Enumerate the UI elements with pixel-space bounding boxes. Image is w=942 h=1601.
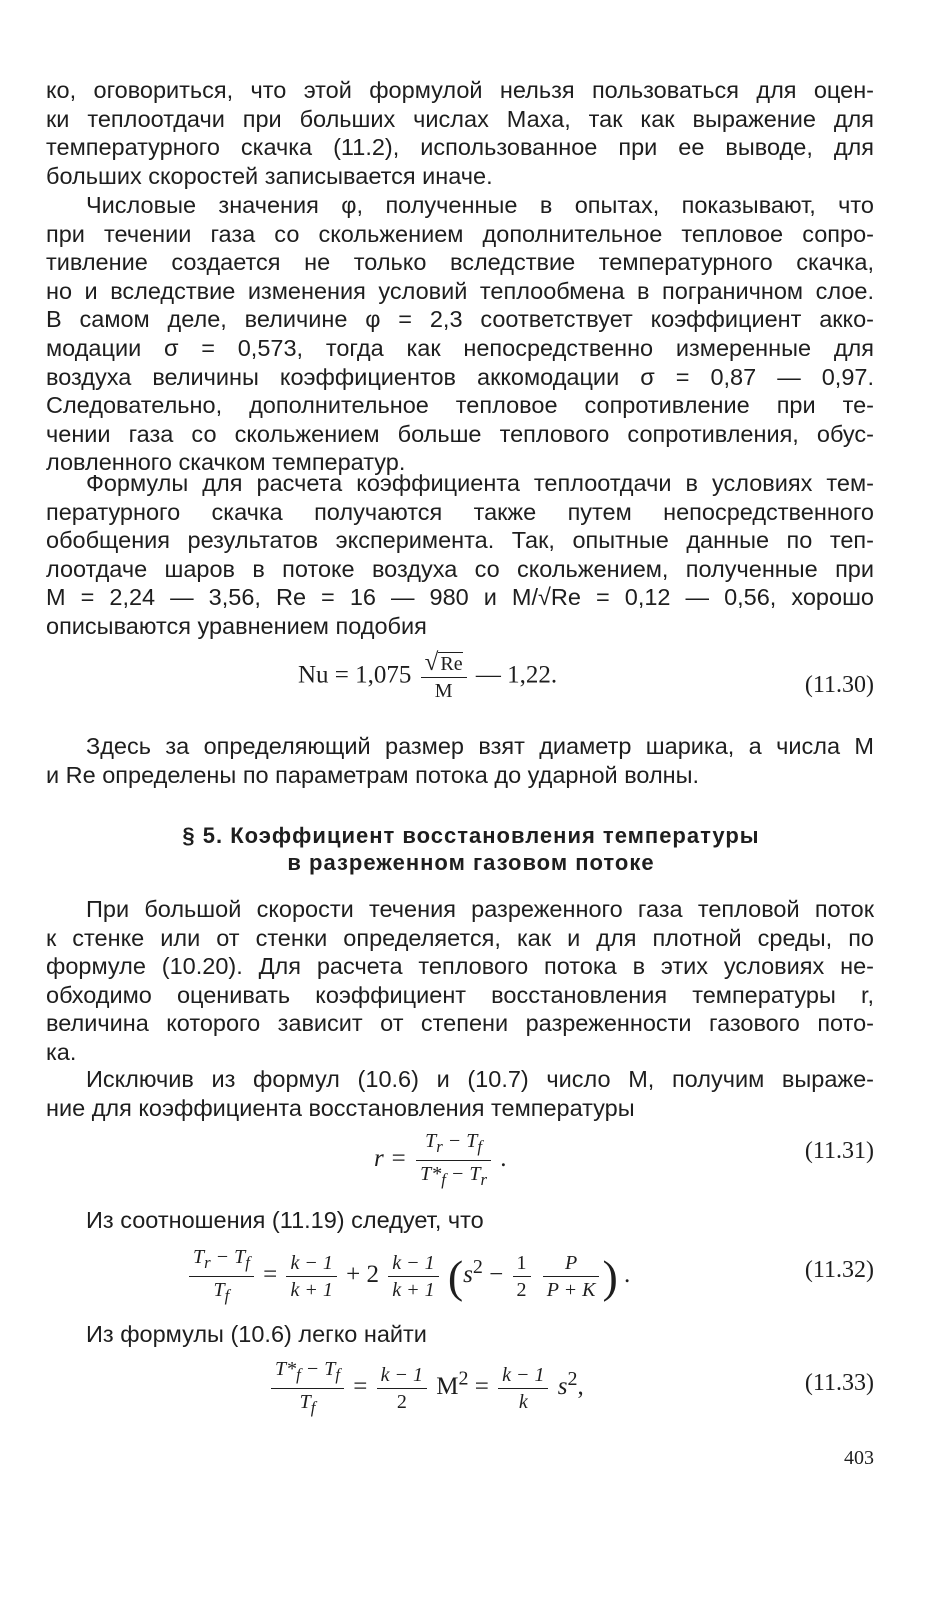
fraction-k: $\frac{k - 1}{k + 1}$ <box>388 1250 438 1303</box>
equation-11-31 <box>374 1128 506 1193</box>
equation-fraction <box>421 650 467 704</box>
text-line: но и вследствие изменения условий теплообмена в пограничном слое. <box>46 277 874 304</box>
fraction-k: $\frac{k - 1}{k + 1}$ <box>286 1250 336 1303</box>
fraction-denominator: $T*_f - T_r$ <box>420 1163 487 1189</box>
text-line: При большой скорости течения разреженного газа тепловой поток <box>86 896 874 922</box>
text-line: Следовательно, дополнительное тепловое сопротивление при те- <box>46 392 874 419</box>
equation-number: (11.31) <box>804 1138 874 1164</box>
paragraph-5 <box>46 895 874 1067</box>
equation-11-30 <box>298 650 557 704</box>
text-line: Здесь за определяющий размер взят диаметр шарика, а числа M <box>86 733 874 759</box>
text-line: M = 2,24 — 3,56, Re = 16 — 980 и M/√Re = 0,12 — 0,56, хорошо <box>46 584 874 611</box>
fraction-half: $\frac{1}{2}$ <box>513 1250 531 1303</box>
fraction-lhs: $\frac{T*_f - T_f}{T_f}$ <box>271 1356 344 1421</box>
paragraph-4 <box>46 732 874 789</box>
text-line: формуле (10.20). Для расчета теплового потока в этих условиях не- <box>46 953 874 980</box>
text-line: В самом деле, величине φ = 2,3 соответствует коэффициент акко- <box>46 306 874 333</box>
text-line: воздуха величины коэффициентов аккомодации σ = 0,87 — 0,97. <box>46 363 874 390</box>
text-line: ние для коэффициента восстановления температуры <box>46 1094 635 1121</box>
text-line: ки теплоотдачи при больших числах Маха, так как выражение для <box>46 105 874 132</box>
text-line: пературного скачка получаются также путем непосредственного <box>46 498 874 525</box>
fraction-denominator: M <box>434 680 453 702</box>
text-line: чении газа со скольжением больше теплового сопротивления, обус- <box>46 420 874 447</box>
text-line: Формулы для расчета коэффициента теплоотдачи в условиях тем- <box>86 470 874 496</box>
heading-line: § 5. Коэффициент восстановления температуры <box>182 823 760 848</box>
text-line: Из формулы (10.6) легко найти <box>86 1321 427 1347</box>
equation-11-33: $\frac{T*_f - T_f}{T_f}$ = $\frac{k - 1}{2}$ $M^2$ = $\frac{k - 1}{k}$ $s^2$, <box>268 1356 584 1421</box>
heading-line: в разреженном газовом потоке <box>287 850 655 875</box>
equation-rhs: — 1,22. <box>475 661 558 689</box>
equation-number: (11.33) <box>804 1370 874 1396</box>
equation-tail: . <box>500 1145 507 1173</box>
text-line: модации σ = 0,573, тогда как непосредственно измеренные для <box>46 334 874 361</box>
text-line: при течении газа со скольжением дополнительное тепловое сопро- <box>46 220 874 247</box>
text-line: ловленного скачком температур. <box>46 449 406 476</box>
paragraph-3 <box>46 469 874 641</box>
fraction-numerator: $T_r - T_f$ <box>416 1128 491 1161</box>
text-line: Исключив из формул (10.6) и (10.7) число M, получим выраже- <box>86 1066 874 1092</box>
equation-fraction <box>416 1128 491 1193</box>
text-line: тивление создается не только вследствие температурного скачка, <box>46 249 874 276</box>
text-line: Числовые значения φ, полученные в опытах, показывают, что <box>86 192 874 218</box>
paragraph-7 <box>46 1206 874 1235</box>
text-line: Из соотношения (11.19) следует, что <box>86 1207 484 1233</box>
sqrt-argument: Re <box>440 653 463 675</box>
equation-lhs: Nu = 1,075 <box>298 661 412 689</box>
fraction-k-half: $\frac{k - 1}{2}$ <box>377 1362 427 1415</box>
text-line: и Re определены по параметрам потока до ударной волны. <box>46 761 700 788</box>
paragraph-6 <box>46 1065 874 1122</box>
text-line: величина которого зависит от степени разреженности газового пото- <box>46 1010 874 1037</box>
text-line: описываются уравнением подобия <box>46 612 427 639</box>
text-line: температурного скачка (11.2), использованное при ее выводе, для <box>46 134 874 161</box>
fraction-lhs: $\frac{T_r - T_f}{T_f}$ <box>189 1244 254 1309</box>
page-number: 403 <box>844 1447 874 1469</box>
equation-lhs: r = <box>374 1145 407 1173</box>
equation-11-32: $\frac{T_r - T_f}{T_f}$ = $\frac{k - 1}{k + 1}$ + 2 $\frac{k - 1}{k + 1}$ ($s^2$ − $\frac{1}{2}$ $\frac{P}{P + K}$ ) . <box>186 1244 630 1309</box>
text-line: ка. <box>46 1038 77 1065</box>
paragraph-2 <box>46 191 874 477</box>
fraction-numerator: √ Re <box>421 650 467 678</box>
equation-number: (11.30) <box>804 672 874 698</box>
fraction-p: $\frac{P}{P + K}$ <box>543 1250 600 1303</box>
section-heading <box>0 822 942 876</box>
text-line: лоотдаче шаров в потоке воздуха со скольжением, полученные при <box>46 555 874 582</box>
fraction-k-k: $\frac{k - 1}{k}$ <box>498 1362 548 1415</box>
equation-number: (11.32) <box>804 1257 874 1283</box>
paragraph-1 <box>46 76 874 190</box>
text-line: ко, оговориться, что этой формулой нельзя пользоваться для оцен- <box>46 77 874 103</box>
paragraph-8 <box>46 1320 874 1349</box>
text-line: обходимо оценивать коэффициент восстановления температуры r, <box>46 981 874 1008</box>
text-line: к стенке или от стенки определяется, как и для плотной среды, по <box>46 924 874 951</box>
text-line: больших скоростей записывается иначе. <box>46 162 493 189</box>
text-line: обобщения результатов эксперимента. Так, опытные данные по теп- <box>46 527 874 554</box>
